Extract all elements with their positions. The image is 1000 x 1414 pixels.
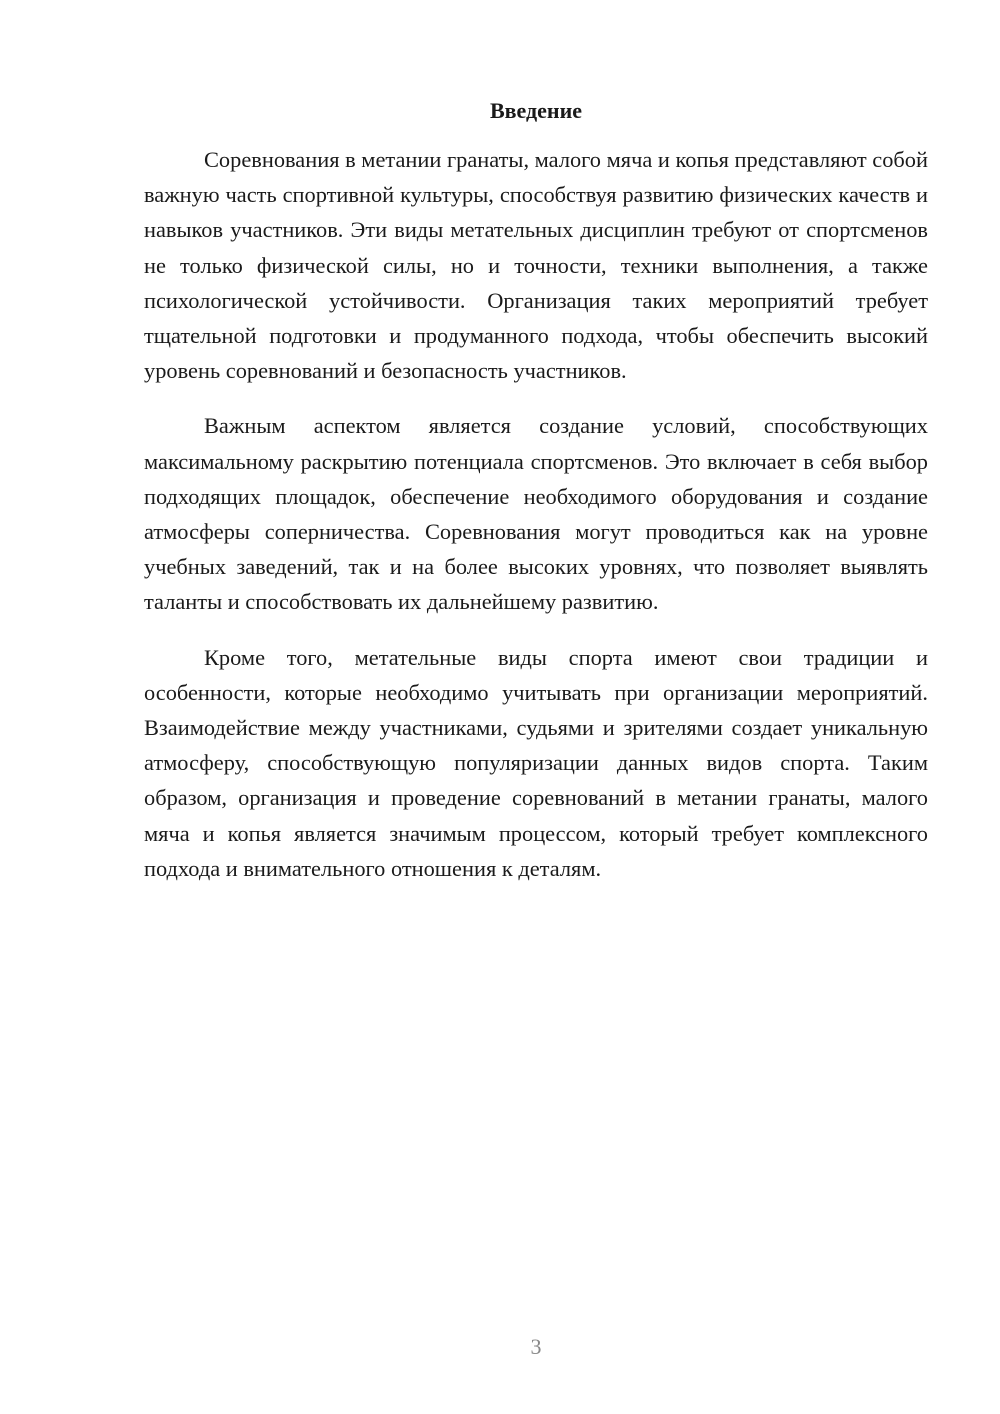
page-number: 3	[530, 1334, 542, 1359]
body-text	[144, 142, 928, 906]
section-title: Введение	[489, 98, 583, 123]
paragraph-2: Важным аспектом является создание условий, способствующих максимальному раскрытию потенциала спортсменов. Это включает в себя выбор подходящих площадок, обеспечение необходимого оборудования и создание атмосферы соперничества. Соревнования могут проводиться как на уровне учебных заведений, так и на более высоких уровнях, что позволяет выявлять таланты и способствовать их дальнейшему развитию.	[144, 413, 928, 615]
paragraph-1: Соревнования в метании гранаты, малого мяча и копья представляют собой важную часть спортивной культуры, способствуя развитию физических качеств и навыков участников. Эти виды метательных дисциплин требуют от спортсменов не только физической силы, но и точности, техники выполнения, а также психологической устойчивости. Организация таких мероприятий требует тщательной подготовки и продуманного подхода, чтобы обеспечить высокий уровень соревнований и безопасность участников.	[144, 147, 928, 384]
paragraph-3: Кроме того, метательные виды спорта имеют свои традиции и особенности, которые необходимо учитывать при организации мероприятий. Взаимодействие между участниками, судьями и зрителями создает уникальную атмосферу, способствующую популяризации данных видов спорта. Таким образом, организация и проведение соревнований в метании гранаты, малого мяча и копья является значимым процессом, который требует комплексного подхода и внимательного отношения к деталям.	[144, 644, 928, 881]
